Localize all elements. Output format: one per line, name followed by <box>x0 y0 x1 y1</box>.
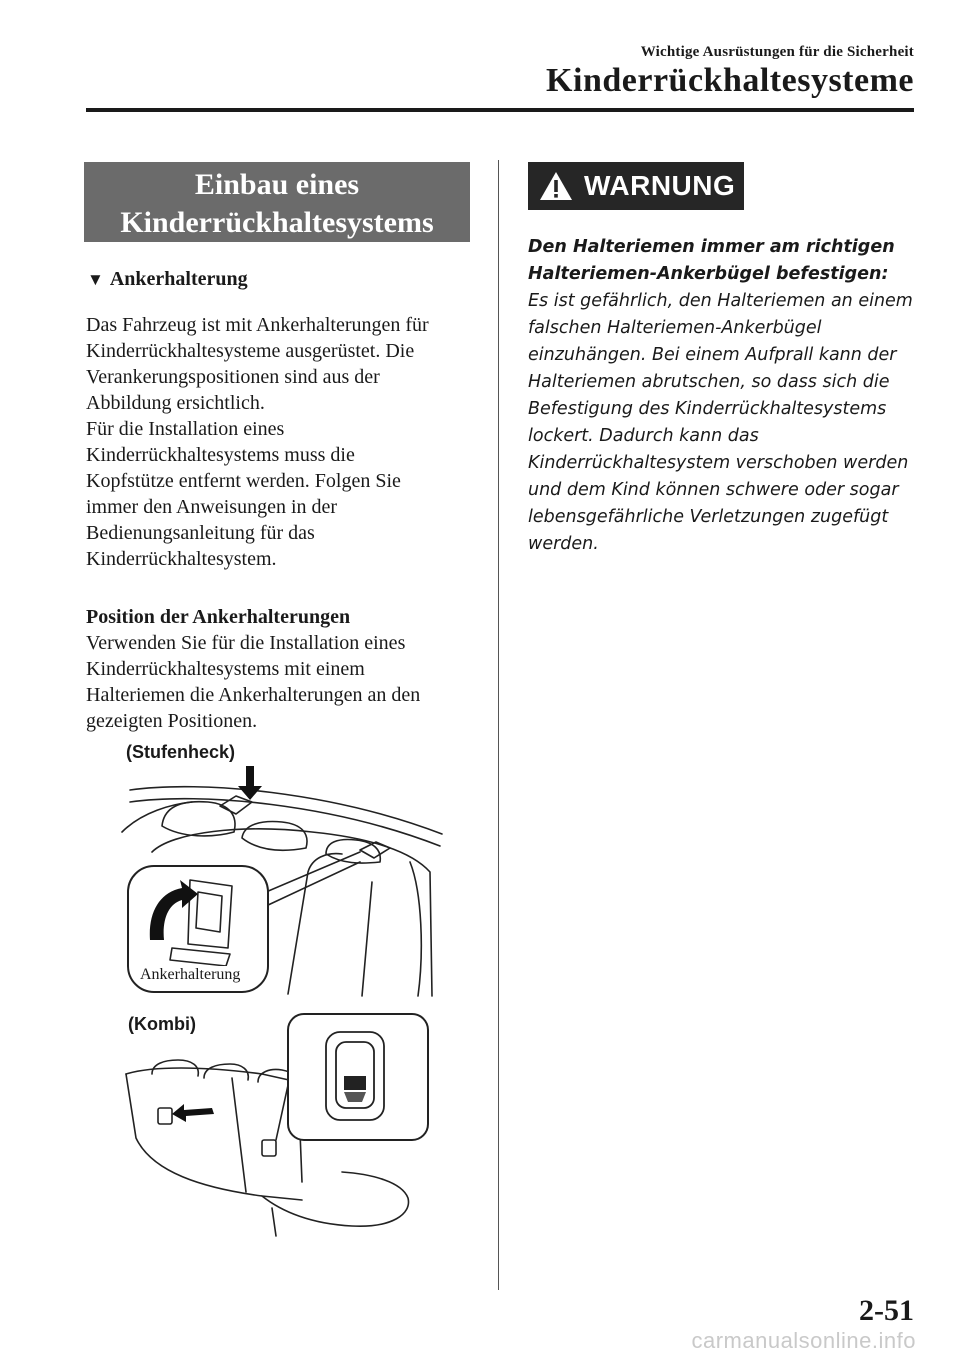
paragraph-line: Verwenden Sie für die Installation eines <box>86 632 406 654</box>
warning-label: WARNUNG <box>584 170 736 201</box>
warning-line: werden. <box>528 534 599 554</box>
warning-line: lockert. Dadurch kann das <box>528 426 759 446</box>
figure-label-anchor: Ankerhalterung <box>140 966 241 983</box>
wagon-rear-seat-illustration <box>112 1012 432 1238</box>
paragraph-line: gezeigten Positionen. <box>86 710 258 732</box>
paragraph-line: Kinderrückhaltesystems mit einem <box>86 658 365 680</box>
triangle-bullet-icon: ▼ <box>87 270 104 289</box>
paragraph-line: immer den Anweisungen in der <box>86 496 338 518</box>
paragraph-line: Halteriemen die Ankerhalterungen an den <box>86 684 421 706</box>
watermark: carmanualsonline.info <box>691 1328 916 1353</box>
paragraph-line: Das Fahrzeug ist mit Ankerhalterungen für <box>86 314 429 336</box>
column-divider <box>498 160 499 1290</box>
running-header-section: Wichtige Ausrüstungen für die Sicherheit <box>640 44 914 60</box>
warning-line: und dem Kind können schwere oder sogar <box>528 480 899 500</box>
warning-line: Es ist gefährlich, den Halteriemen an einem <box>528 291 913 311</box>
figure-label-wagon: (Kombi) <box>128 1014 196 1034</box>
page-number: 2-51 <box>859 1294 914 1327</box>
paragraph-line: Kinderrückhaltesystems muss die <box>86 444 355 466</box>
warning-line: einzuhängen. Bei einem Aufprall kann der <box>528 345 897 365</box>
position-paragraph <box>86 604 486 734</box>
paragraph-line: Für die Installation eines <box>86 418 285 440</box>
paragraph-line: Kopfstütze entfernt werden. Folgen Sie <box>86 470 401 492</box>
section-title-line: Kinderrückhaltesystems <box>120 206 434 239</box>
warning-bold-line: Halteriemen-Ankerbügel befestigen: <box>528 264 889 284</box>
paragraph-line: Kinderrückhaltesysteme ausgerüstet. Die <box>86 340 415 362</box>
header-rule <box>86 108 914 112</box>
figure-label-sedan: (Stufenheck) <box>126 742 236 762</box>
subheading-text: Ankerhalterung <box>109 268 248 290</box>
warning-badge <box>528 162 744 210</box>
intro-paragraph <box>86 312 486 572</box>
warning-line: Befestigung des Kinderrückhaltesystems <box>528 399 887 419</box>
warning-triangle-icon <box>538 170 574 202</box>
paragraph-line: Kinderrückhaltesystem. <box>86 548 277 570</box>
section-title-line: Einbau eines <box>194 168 360 201</box>
position-heading: Position der Ankerhalterungen <box>86 606 351 628</box>
warning-line: Kinderrückhaltesystem verschoben werden <box>528 453 909 473</box>
paragraph-line: Abbildung ersichtlich. <box>86 392 265 414</box>
warning-text <box>528 234 928 558</box>
warning-bold-line: Den Halteriemen immer am richtigen <box>528 237 895 257</box>
warning-line: lebensgefährliche Verletzungen zugefügt <box>528 507 889 527</box>
subheading <box>87 268 248 291</box>
warning-line: Halteriemen abrutschen, so dass sich die <box>528 372 890 392</box>
paragraph-line: Bedienungsanleitung für das <box>86 522 315 544</box>
running-header-title: Kinderrückhaltesysteme <box>546 62 914 99</box>
warning-line: falschen Halteriemen-Ankerbügel <box>528 318 822 338</box>
section-title-box <box>84 162 470 242</box>
paragraph-line: Verankerungspositionen sind aus der <box>86 366 380 388</box>
sedan-rear-seat-illustration <box>112 762 452 998</box>
